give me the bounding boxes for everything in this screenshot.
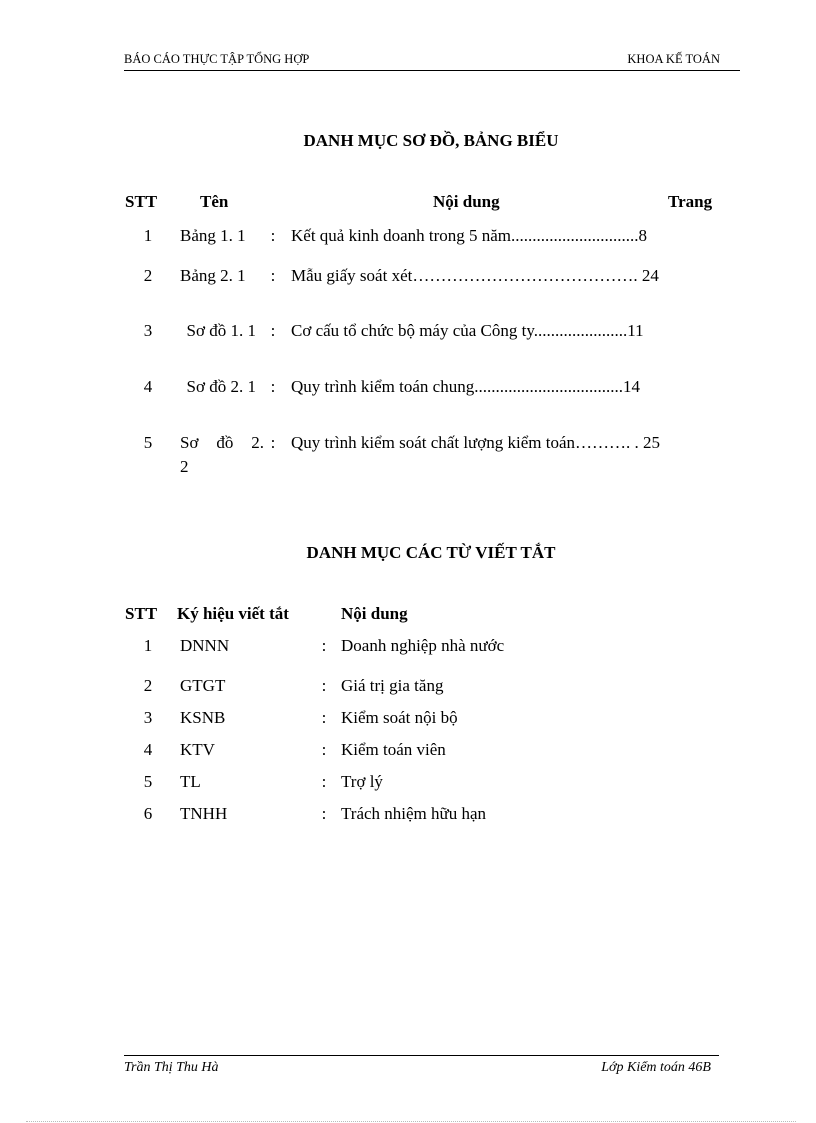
abbr-row-content: Kiểm toán viên bbox=[341, 740, 446, 759]
abbr-row-content: Trợ lý bbox=[341, 772, 383, 791]
figure-row-stt: 5 bbox=[143, 433, 153, 452]
abbr-row-colon: : bbox=[321, 636, 327, 655]
figures-list-title: DANH MỤC SƠ ĐỒ, BẢNG BIỂU bbox=[303, 131, 559, 150]
figure-row-colon: : bbox=[270, 377, 276, 396]
figure-row-content: Quy trình kiểm soát chất lượng kiểm toán………. . 25 bbox=[291, 433, 661, 452]
page-header bbox=[124, 52, 740, 71]
abbr-col-stt: STT bbox=[125, 604, 158, 623]
abbr-row-colon: : bbox=[321, 804, 327, 823]
abbreviations-list-title: DANH MỤC CÁC TỪ VIẾT TẮT bbox=[306, 543, 556, 562]
abbr-row-symbol: TNHH bbox=[180, 804, 228, 823]
page-edge-divider bbox=[26, 1121, 796, 1122]
abbr-row-stt: 4 bbox=[143, 740, 153, 759]
abbr-row-stt: 5 bbox=[143, 772, 153, 791]
figure-row-stt: 1 bbox=[143, 226, 153, 245]
abbr-row-stt: 3 bbox=[143, 708, 153, 727]
abbr-row-stt: 6 bbox=[143, 804, 153, 823]
figure-row-colon: : bbox=[270, 226, 276, 245]
abbr-row-content: Doanh nghiệp nhà nước bbox=[341, 636, 505, 655]
abbr-row-colon: : bbox=[321, 676, 327, 695]
figure-row-name: Sơ đồ 2. 1 bbox=[186, 377, 256, 396]
abbr-col-content: Nội dung bbox=[341, 604, 408, 623]
header-department: KHOA KẾ TOÁN bbox=[627, 52, 720, 66]
abbr-row-colon: : bbox=[321, 708, 327, 727]
figure-row-stt: 2 bbox=[143, 266, 153, 285]
abbr-row-symbol: DNNN bbox=[180, 636, 230, 655]
abbr-row-content: Trách nhiệm hữu hạn bbox=[341, 804, 487, 823]
abbr-row-colon: : bbox=[321, 772, 327, 791]
figure-row-name: Bảng 1. 1 bbox=[180, 226, 246, 245]
abbr-row-content: Giá trị gia tăng bbox=[341, 676, 444, 695]
abbr-row-symbol: TL bbox=[180, 772, 201, 791]
figures-col-name: Tên bbox=[200, 192, 229, 211]
figure-row-colon: : bbox=[270, 321, 276, 340]
figure-row-colon: : bbox=[270, 433, 276, 452]
figure-row-name: Sơ đồ 2. 2 bbox=[180, 433, 264, 476]
figures-col-stt: STT bbox=[125, 192, 158, 211]
abbr-row-colon: : bbox=[321, 740, 327, 759]
figure-row-content: Cơ cấu tổ chức bộ máy của Công ty......................11 bbox=[291, 321, 644, 340]
figure-row-name: Sơ đồ 1. 1 bbox=[186, 321, 256, 340]
figures-col-content: Nội dung bbox=[433, 192, 500, 211]
figure-row-content: Quy trình kiểm toán chung...................................14 bbox=[291, 377, 640, 396]
figures-col-page: Trang bbox=[668, 192, 713, 211]
abbr-row-stt: 1 bbox=[143, 636, 153, 655]
figure-row-content: Mẫu giấy soát xét…………………………………. 24 bbox=[291, 266, 659, 285]
page-footer bbox=[124, 1055, 719, 1076]
footer-author: Trần Thị Thu Hà bbox=[124, 1060, 219, 1075]
abbr-row-content: Kiểm soát nội bộ bbox=[341, 708, 458, 727]
abbr-row-symbol: GTGT bbox=[180, 676, 226, 695]
header-report-title: BÁO CÁO THỰC TẬP TỔNG HỢP bbox=[124, 52, 310, 66]
abbr-col-symbol: Ký hiệu viết tắt bbox=[177, 604, 289, 623]
figure-row-name: Bảng 2. 1 bbox=[180, 266, 246, 285]
abbr-row-symbol: KTV bbox=[180, 740, 215, 759]
abbr-row-symbol: KSNB bbox=[180, 708, 226, 727]
abbr-row-stt: 2 bbox=[143, 676, 153, 695]
figure-row-stt: 3 bbox=[143, 321, 153, 340]
figure-row-content: Kết quả kinh doanh trong 5 năm..............................8 bbox=[291, 226, 648, 245]
figure-row-stt: 4 bbox=[143, 377, 153, 396]
figure-row-colon: : bbox=[270, 266, 276, 285]
footer-class: Lớp Kiểm toán 46B bbox=[601, 1060, 711, 1075]
